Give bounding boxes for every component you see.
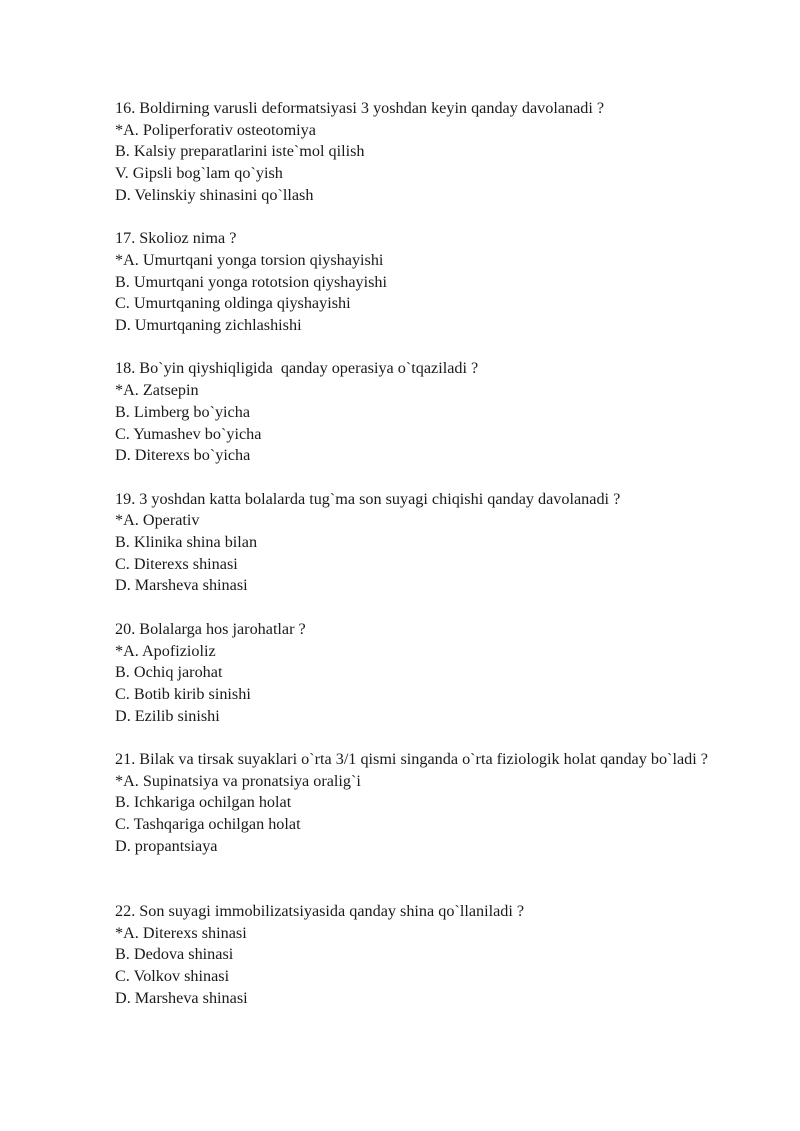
question-block xyxy=(115,619,745,728)
answer-option: B. Ochiq jarohat xyxy=(115,663,223,682)
answer-option: *A. Apofizioliz xyxy=(115,641,216,660)
answer-option: B. Dedova shinasi xyxy=(115,945,234,964)
answer-option: C. Volkov shinasi xyxy=(115,967,230,986)
question-block xyxy=(115,749,745,858)
answer-option: B. Kalsiy preparatlarini iste`mol qilish xyxy=(115,142,365,161)
question-text: 17. Skolioz nima ? xyxy=(115,229,237,248)
answer-option: D. Ezilib sinishi xyxy=(115,706,220,725)
answer-option: *A. Poliperforativ osteotomiya xyxy=(115,120,316,139)
question-text: 22. Son suyagi immobilizatsiyasida qanday shina qo`llaniladi ? xyxy=(115,901,525,920)
question-text: 16. Boldirning varusli deformatsiyasi 3 yoshdan keyin qanday davolanadi ? xyxy=(115,99,605,117)
answer-option: C. Tashqariga ochilgan holat xyxy=(115,815,301,834)
answer-option: C. Diterexs shinasi xyxy=(115,554,238,573)
answer-option: *A. Operativ xyxy=(115,511,200,530)
answer-option: B. Limberg bo`yicha xyxy=(115,402,251,421)
answer-option: D. Diterexs bo`yicha xyxy=(115,446,251,465)
question-block xyxy=(115,228,745,337)
question-text: 20. Bolalarga hos jarohatlar ? xyxy=(115,619,306,638)
answer-option: D. Marsheva shinasi xyxy=(115,988,248,1007)
answer-option: *A. Diterexs shinasi xyxy=(115,923,247,942)
answer-option: C. Yumashev bo`yicha xyxy=(115,424,262,443)
answer-option: *A. Zatsepin xyxy=(115,381,199,400)
question-text: 21. Bilak va tirsak suyaklari o`rta 3/1 qismi singanda o`rta fiziologik holat qanday bo`ladi ? xyxy=(115,750,708,769)
question-text: 19. 3 yoshdan katta bolalarda tug`ma son suyagi chiqishi qanday davolanadi ? xyxy=(115,489,621,508)
question-list xyxy=(115,98,745,1009)
answer-option: B. Ichkariga ochilgan holat xyxy=(115,793,292,812)
question-block xyxy=(115,358,745,467)
answer-option: B. Klinika shina bilan xyxy=(115,533,258,552)
question-block xyxy=(115,489,745,598)
question-block xyxy=(115,901,745,1010)
answer-option: V. Gipsli bog`lam qo`yish xyxy=(115,164,283,183)
answer-option: *A. Supinatsiya va pronatsiya oralig`i xyxy=(115,771,361,790)
answer-option: B. Umurtqani yonga rototsion qiyshayishi xyxy=(115,272,388,291)
answer-option: C. Umurtqaning oldinga qiyshayishi xyxy=(115,294,351,313)
question-text: 18. Bo`yin qiyshiqligida qanday operasiya o`tqaziladi ? xyxy=(115,359,479,378)
answer-option: *A. Umurtqani yonga torsion qiyshayishi xyxy=(115,250,384,269)
answer-option: D. propantsiaya xyxy=(115,836,218,855)
answer-option: D. Umurtqaning zichlashishi xyxy=(115,316,302,335)
answer-option: C. Botib kirib sinishi xyxy=(115,684,251,703)
question-block xyxy=(115,98,745,207)
answer-option: D. Velinskiy shinasini qo`llash xyxy=(115,185,314,204)
answer-option: D. Marsheva shinasi xyxy=(115,576,248,595)
